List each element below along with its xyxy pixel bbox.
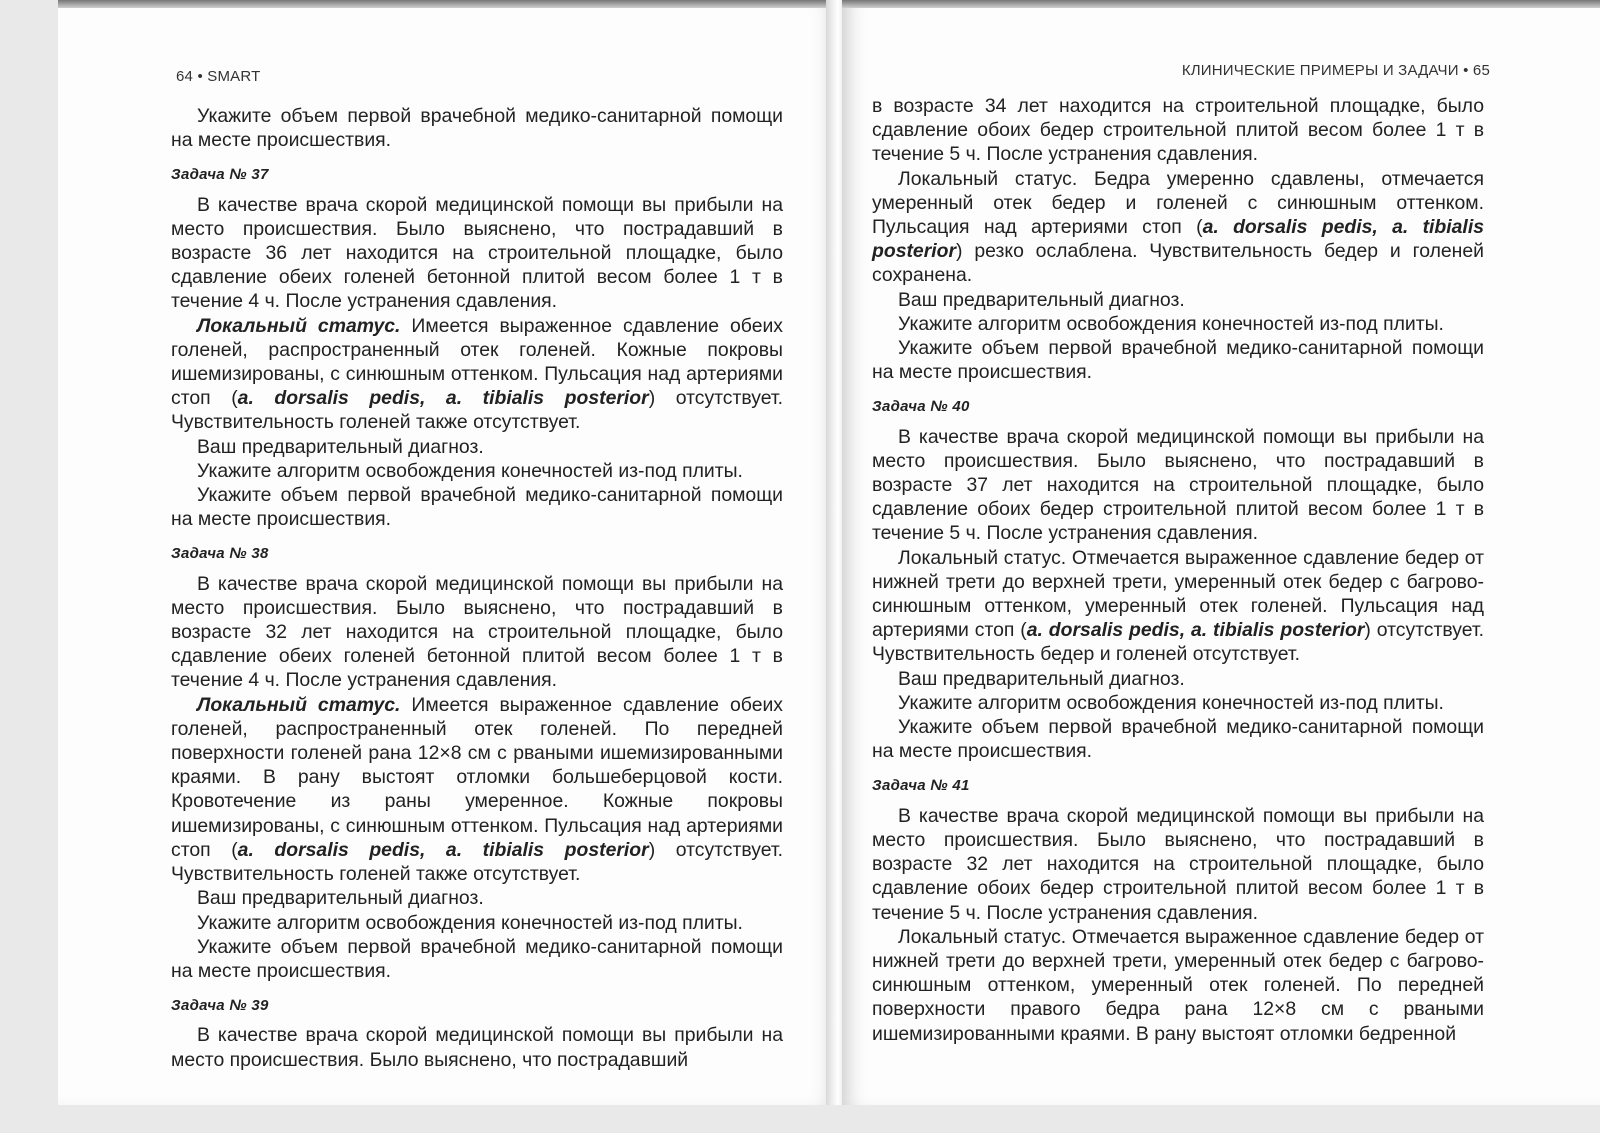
- right-page: [842, 0, 1600, 1105]
- arteries-latin: a. dorsalis pedis, a. tibialis posterior: [1026, 619, 1365, 642]
- right-running-head: КЛИНИЧЕСКИЕ ПРИМЕРЫ И ЗАДАЧИ • 65: [1181, 62, 1490, 79]
- task-38-description: В качестве врача скорой медицинской помощи вы прибыли на место происшествия. Было выяснено, что пострадавший в возрасте 32 лет находится на строительной площадке, было сдавление обеих голеней бетонной плитой весом более 1 т в течение 4 ч. После устранения сдавления.: [171, 572, 783, 692]
- status-text: Имеется выраженное сдавление обеих голеней, распространенный отек голеней. По передней поверхности голеней рана 12×8 см с рваными ишемизированными краями. В рану выстоят отломки большеберцовой кости. Кровотечение из раны умеренное. Кожные покровы ишемизированы, с синюшным оттенком. Пульсация над артериями стоп (: [171, 693, 784, 861]
- page-edge-shadow: [842, 0, 1600, 8]
- task-37-description: В качестве врача скорой медицинской помощи вы прибыли на место происшествия. Было выяснено, что пострадавший в возрасте 36 лет находится на строительной площадке, было сдавление обеих голеней бетонной плитой весом более 1 т в течение 4 ч. После устранения сдавления.: [171, 193, 783, 313]
- task-40-description: В качестве врача скорой медицинской помощи вы прибыли на место происшествия. Было выяснено, что пострадавший в возрасте 37 лет находится на строительной площадке, было сдавление обоих бедер строительной плитой весом более 1 т в течение 5 ч. После устранения сдавления.: [872, 425, 1484, 545]
- left-running-head: 64 • SMART: [176, 68, 261, 85]
- local-status-label: Локальный статус.: [197, 693, 401, 716]
- task-41-description: В качестве врача скорой медицинской помощи вы прибыли на место происшествия. Было выяснено, что пострадавший в возрасте 32 лет находится на строительной площадке, было сдавление обоих бедер строительной плитой весом более 1 т в течение 5 ч. После устранения сдавления.: [872, 804, 1484, 924]
- task-38-local-status: [171, 693, 783, 887]
- task-38-question-3: Укажите объем первой врачебной медико-санитарной помощи на месте происшествия.: [171, 935, 783, 982]
- task-40-title: Задача № 40: [872, 398, 970, 416]
- task-41-title: Задача № 41: [872, 777, 970, 795]
- task-40-local-status: [872, 546, 1484, 667]
- task-39-question-3: Укажите объем первой врачебной медико-санитарной помощи на месте происшествия.: [872, 337, 1484, 384]
- task-37-local-status: [171, 314, 783, 435]
- task-41-local-status: Локальный статус. Отмечается выраженное сдавление бедер от нижней трети до верхней трети, умеренный отек бедер с багрово-синюшным оттенком, умеренный отек голеней. По передней поверхности правого бедра рана 12×8 см с рваными ишемизированными краями. В рану выстоят отломки бедренной: [872, 925, 1484, 1045]
- status-text: Локальный статус. Отмечается выраженное сдавление бедер от нижней трети до верхней трети, умеренный отек бедер с багрово-синюшным оттенком, умеренный отек голеней. Пульсация над артериями стоп (: [872, 546, 1484, 642]
- task-39-description: В качестве врача скорой медицинской помощи вы прибыли на место происшествия. Было выяснено, что пострадавший: [171, 1024, 783, 1071]
- status-text: ) отсутствует. Чувствительность голеней также отсутствует.: [171, 838, 783, 886]
- left-page-text: [171, 104, 783, 1072]
- right-page-text: [872, 94, 1484, 1046]
- task-37-question-3: Укажите объем первой врачебной медико-санитарной помощи на месте происшествия.: [171, 484, 783, 531]
- task-38-title: Задача № 38: [171, 545, 269, 563]
- task-37-question-1: Ваш предварительный диагноз.: [197, 435, 484, 458]
- task-38-question-2: Укажите алгоритм освобождения конечностей из-под плиты.: [197, 911, 743, 934]
- task-40-question-1: Ваш предварительный диагноз.: [898, 667, 1185, 690]
- status-text: Локальный статус. Бедра умеренно сдавлены, отмечается умеренный отек бедер и голеней с синюшным оттенком. Пульсация над артериями стоп (: [872, 167, 1484, 239]
- task-39-question-2: Укажите алгоритм освобождения конечностей из-под плиты.: [898, 312, 1444, 335]
- task-39-title: Задача № 39: [171, 997, 269, 1015]
- status-text: ) отсутствует. Чувствительность бедер и голеней отсутствует.: [872, 619, 1484, 666]
- left-page: [58, 0, 838, 1105]
- status-text: ) резко ослаблена. Чувствительность бедер и голеней сохранена.: [872, 240, 1484, 287]
- task-37-question-2: Укажите алгоритм освобождения конечностей из-под плиты.: [197, 459, 743, 482]
- task-39-question-1: Ваш предварительный диагноз.: [898, 288, 1185, 311]
- arteries-latin: a. dorsalis pedis, a. tibialis posterior: [237, 838, 649, 861]
- intro-paragraph: Укажите объем первой врачебной медико-санитарной помощи на месте происшествия.: [171, 105, 783, 152]
- arteries-latin: a. dorsalis pedis, a. tibialis posterior: [237, 387, 649, 410]
- local-status-label: Локальный статус.: [197, 314, 401, 337]
- task-37-title: Задача № 37: [171, 166, 269, 184]
- task-38-question-1: Ваш предварительный диагноз.: [197, 887, 484, 910]
- task-39-continued: в возрасте 34 лет находится на строительной площадке, было сдавление обоих бедер строительной плитой весом более 1 т в течение 5 ч. После устранения сдавления.: [872, 95, 1484, 166]
- status-text: Имеется выраженное сдавление обеих голеней, распространенный отек голеней. Кожные покровы ишемизированы, с синюшным оттенком. Пульсация над артериями стоп (: [171, 314, 784, 410]
- page-edge-shadow: [58, 0, 838, 8]
- task-40-question-3: Укажите объем первой врачебной медико-санитарной помощи на месте происшествия.: [872, 716, 1484, 763]
- status-text: ) отсутствует. Чувствительность голеней также отсутствует.: [171, 387, 783, 434]
- arteries-latin: a. dorsalis pedis, a. tibialis posterior: [872, 216, 1484, 263]
- task-40-question-2: Укажите алгоритм освобождения конечностей из-под плиты.: [898, 691, 1444, 714]
- task-39-local-status: [872, 167, 1484, 288]
